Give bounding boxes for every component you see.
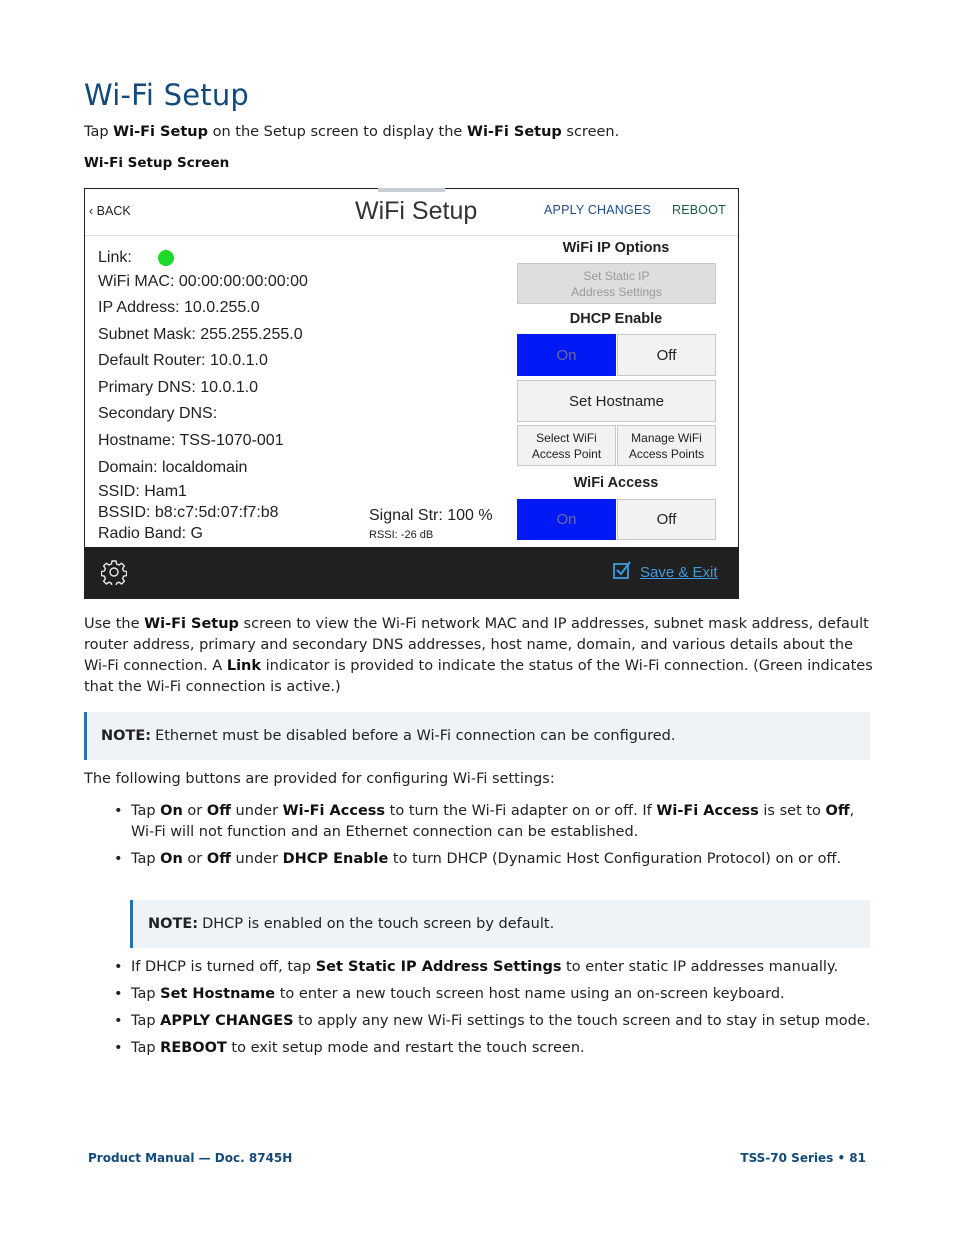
info-domain: Domain: localdomain: [98, 459, 248, 476]
screen-footer-bar: [85, 547, 738, 598]
intro-paragraph: [84, 122, 619, 143]
list-item: • Tap On or Off under Wi-Fi Access to turn the Wi-Fi adapter on or off. If Wi-Fi Access is set to Off, Wi-Fi will not function and an Ethernet connection can be established.: [112, 801, 872, 843]
dhcp-off-button[interactable]: Off: [617, 334, 716, 376]
info-ip-address: IP Address: 10.0.255.0: [98, 299, 260, 316]
list-item: • If DHCP is turned off, tap Set Static IP Address Settings to enter static IP addresses manually.: [112, 957, 872, 978]
wifi-ip-options-heading: WiFi IP Options: [562, 240, 670, 256]
apply-changes-button[interactable]: APPLY CHANGES: [544, 203, 652, 217]
intro-bold: Wi-Fi Setup: [113, 124, 208, 140]
info-subnet-mask: Subnet Mask: 255.255.255.0: [98, 326, 303, 343]
desc-bold: Link: [226, 658, 262, 674]
set-static-ip-button[interactable]: [517, 263, 716, 304]
wifi-access-on-button[interactable]: On: [517, 499, 616, 540]
note-text: Ethernet must be disabled before a Wi-Fi connection can be configured.: [155, 728, 676, 744]
list-item: • Tap APPLY CHANGES to apply any new Wi-Fi settings to the touch screen and to stay in setup mode.: [112, 1011, 872, 1032]
manage-wifi-line2: Access Points: [628, 446, 705, 461]
screen-top-tab: [378, 188, 445, 192]
info-radio-band: Radio Band: G: [98, 525, 203, 542]
manage-wifi-line1: Manage WiFi: [631, 430, 702, 445]
info-bssid: BSSID: b8:c7:5d:07:f7:b8: [98, 504, 279, 521]
note-dhcp: [130, 900, 870, 948]
set-hostname-button[interactable]: Set Hostname: [517, 380, 716, 422]
description-paragraph: [84, 614, 874, 698]
note-label: NOTE:: [148, 916, 199, 932]
bullet-list-1: [112, 801, 872, 870]
save-exit-button[interactable]: [612, 560, 718, 584]
list-item: • Tap REBOOT to exit setup mode and restart the touch screen.: [112, 1038, 872, 1059]
select-wifi-line1: Select WiFi: [536, 430, 597, 445]
info-hostname: Hostname: TSS-1070-001: [98, 432, 284, 449]
desc-text: screen to view the Wi-Fi network MAC and IP addresses, subnet mask address, default router address, primary and secondary DNS addresses, host name, domain, and various details about the Wi-Fi connection. A: [84, 616, 869, 674]
desc-text: Use the: [84, 616, 145, 632]
screen-title: WiFi Setup: [355, 197, 478, 225]
reboot-button[interactable]: REBOOT: [672, 203, 726, 217]
intro-text: on the Setup screen to display the: [207, 124, 467, 140]
note-label: NOTE:: [101, 728, 152, 744]
desc-text: indicator is provided to indicate the status of the Wi-Fi connection. (Green indicates that the Wi-Fi connection is active.): [84, 658, 873, 695]
bullet-list-2: [112, 957, 872, 1059]
footer-doc: Product Manual — Doc. 8745H: [88, 1151, 293, 1165]
set-static-line2: Address Settings: [571, 284, 662, 299]
link-status-indicator: [158, 250, 174, 266]
gear-icon[interactable]: [101, 559, 127, 589]
select-wifi-line2: Access Point: [531, 446, 602, 461]
wifi-setup-screenshot: [84, 188, 739, 599]
select-wifi-access-point-button[interactable]: [517, 425, 616, 466]
buttons-intro: The following buttons are provided for configuring Wi-Fi settings:: [84, 771, 555, 787]
signal-strength: Signal Str: 100 %: [369, 507, 493, 524]
note-text: DHCP is enabled on the touch screen by default.: [202, 916, 555, 932]
rssi-value: RSSI: -26 dB: [369, 529, 434, 541]
link-label: Link:: [98, 249, 132, 266]
set-static-line1: Set Static IP: [583, 268, 650, 283]
desc-bold: Wi-Fi Setup: [144, 616, 239, 632]
back-button[interactable]: [89, 204, 131, 218]
info-default-router: Default Router: 10.0.1.0: [98, 352, 268, 369]
intro-bold: Wi-Fi Setup: [466, 124, 562, 140]
note-ethernet: [84, 712, 870, 760]
dhcp-on-button[interactable]: On: [517, 334, 616, 376]
intro-text: Tap: [84, 124, 114, 140]
wifi-access-heading: WiFi Access: [573, 475, 659, 491]
intro-text: screen.: [561, 124, 620, 140]
checkbox-check-icon: [612, 560, 632, 584]
list-item: • Tap Set Hostname to enter a new touch screen host name using an on-screen keyboard.: [112, 984, 872, 1005]
wifi-access-off-button[interactable]: Off: [617, 499, 716, 540]
list-item: • Tap On or Off under DHCP Enable to turn DHCP (Dynamic Host Configuration Protocol) on or off.: [112, 849, 872, 870]
manage-wifi-access-points-button[interactable]: [617, 425, 716, 466]
save-exit-label: Save & Exit: [640, 563, 718, 581]
info-primary-dns: Primary DNS: 10.0.1.0: [98, 379, 259, 396]
info-wifi-mac: WiFi MAC: 00:00:00:00:00:00: [98, 273, 308, 290]
back-label: BACK: [96, 204, 131, 218]
chevron-left-icon: ‹: [89, 204, 97, 218]
info-ssid: SSID: Ham1: [98, 483, 187, 500]
figure-caption: Wi-Fi Setup Screen: [84, 155, 230, 171]
dhcp-enable-heading: DHCP Enable: [569, 311, 663, 327]
screen-header: [85, 189, 738, 236]
info-secondary-dns: Secondary DNS:: [98, 405, 218, 422]
footer-page: TSS-70 Series • 81: [740, 1151, 866, 1165]
page-title: Wi-Fi Setup: [84, 78, 250, 112]
